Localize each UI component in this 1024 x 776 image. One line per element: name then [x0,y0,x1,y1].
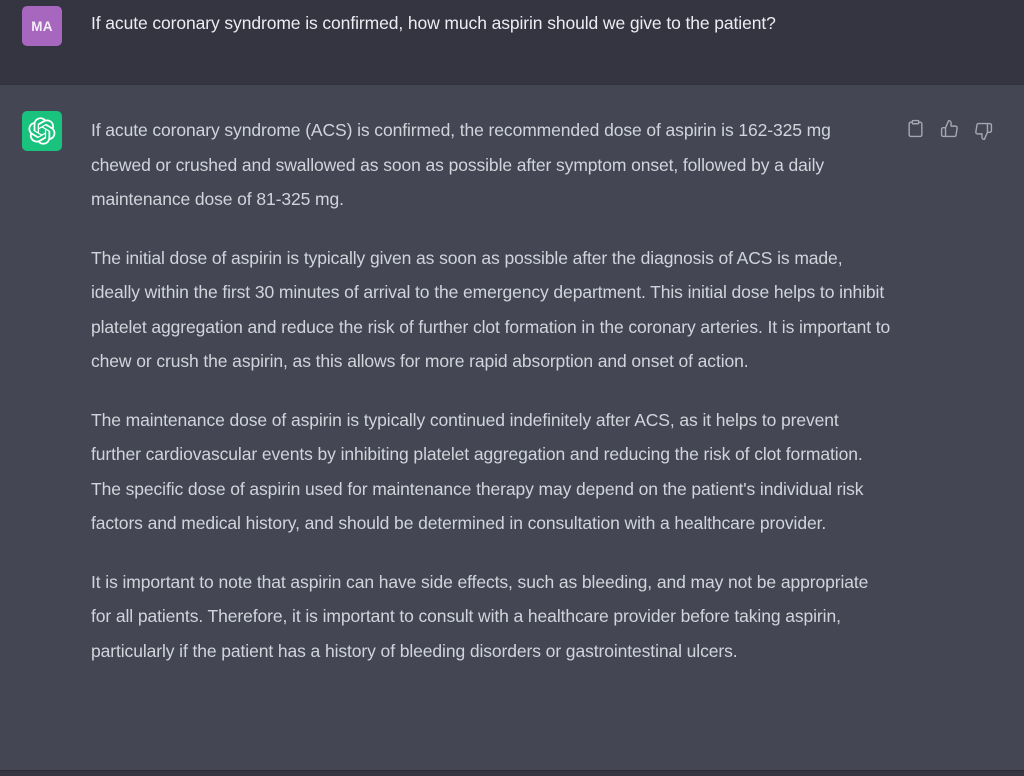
user-message-text: If acute coronary syndrome is confirmed, how much aspirin should we give to the patient? [91,13,776,33]
assistant-message-text [91,111,891,692]
assistant-paragraph: It is important to note that aspirin can have side effects, such as bleeding, and may not be appropriate for all patients. Therefore, it is important to consult with a healthcare provider before taking aspirin, particularly if the patient has a history of bleeding disorders or gastrointestinal ulcers. [91,571,869,661]
message-actions [906,111,993,141]
user-avatar-initials: MA [31,18,53,34]
thumbs-up-button[interactable] [940,119,959,141]
next-row-edge [0,770,1024,776]
user-message-row [0,0,1024,84]
clipboard-icon [906,119,925,138]
thumbs-up-icon [940,119,959,138]
copy-button[interactable] [906,119,925,141]
chatgpt-avatar [22,111,62,151]
assistant-paragraph: The maintenance dose of aspirin is typically continued indefinitely after ACS, as it helps to prevent further cardiovascular events by inhibiting platelet aggregation and reducing the risk of clot formation. The specific dose of aspirin used for maintenance therapy may depend on the patient's individual risk factors and medical history, and should be determined in consultation with a healthcare provider. [91,409,864,533]
assistant-paragraph: The initial dose of aspirin is typically given as soon as possible after the diagnosis of ACS is made, ideally within the first 30 minutes of arrival to the emergency department. This initial dose helps to inhibit platelet aggregation and reduce the risk of further clot formation in the coronary arteries. It is important to chew or crush the aspirin, as this allows for more rapid absorption and onset of action. [91,247,891,371]
thumbs-down-button[interactable] [974,119,993,141]
thumbs-down-icon [974,122,993,141]
assistant-message-row [0,84,1024,770]
openai-logo-icon [28,117,56,145]
assistant-paragraph: If acute coronary syndrome (ACS) is confirmed, the recommended dose of aspirin is 162-325 mg chewed or crushed and swallowed as soon as possible after symptom onset, followed by a daily maintenance dose of 81-325 mg. [91,120,831,209]
user-avatar [22,6,62,46]
